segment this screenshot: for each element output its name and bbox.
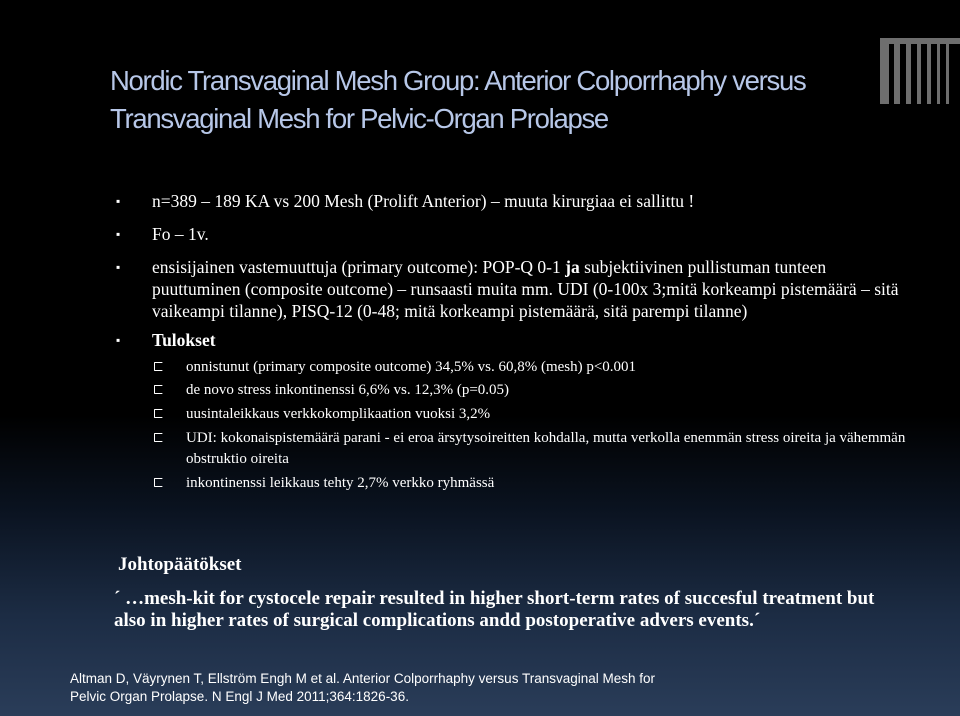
result-item [186,380,906,401]
bullet-item [116,190,912,212]
arrow-box-bullet-icon [154,478,163,487]
conclusions-text: ´ …mesh-kit for cystocele repair resulted in higher short-term rates of succesful treatment but also in higher rates of surgical complications andd postoperative advers events.´ [114,588,875,631]
slide-title: Nordic Transvaginal Mesh Group: Anterior Colporrhaphy versus Transvaginal Mesh for Pelvic-Organ Prolapse [110,65,806,134]
bullet-text: Fo – 1v. [152,224,209,244]
arrow-box-bullet-icon [154,433,163,442]
result-text: de novo stress inkontinenssi 6,6% vs. 12,3% (p=0.05) [186,382,510,398]
square-bullet-icon: ▪ [116,194,121,208]
bullet-text-pre: ensisijainen vastemuuttuja (primary outcome): POP-Q 0-1 [152,257,566,277]
bullet-text: n=389 – 189 KA vs 200 Mesh (Prolift Anterior) – muuta kirurgiaa ei sallittu ! [152,191,695,211]
result-item [186,357,906,378]
result-item [186,473,906,494]
result-text: uusintaleikkaus verkkokomplikaation vuoksi 3,2% [186,406,491,422]
bullet-item [116,223,912,245]
bullet-list [116,190,912,505]
arrow-box-bullet-icon [154,409,163,418]
arrow-box-bullet-icon [154,385,163,394]
result-text: onnistunut (primary composite outcome) 34,5% vs. 60,8% (mesh) p<0.001 [186,359,637,375]
results-list [152,357,912,494]
square-bullet-icon: ▪ [116,333,121,347]
result-text: inkontinenssi leikkaus tehty 2,7% verkko ryhmässä [186,475,495,491]
bullet-item [116,256,912,322]
results-heading: Tulokset [152,330,216,350]
conclusions-heading: Johtopäätökset [118,554,242,575]
result-text: UDI: kokonaispistemäärä parani - ei eroa ärsytysoireitten kohdalla, mutta verkolla enemmän stress oireita ja vähemmän obstruktio oireita [186,430,906,467]
bullet-text-bold: ja [565,257,580,277]
bullet-item-results [116,329,912,494]
arrow-box-bullet-icon [154,362,163,371]
result-item [186,428,906,470]
result-item [186,404,906,425]
square-bullet-icon: ▪ [116,260,121,274]
reference-citation: Altman D, Väyrynen T, Ellström Engh M et al. Anterior Colporrhaphy versus Transvaginal Mesh for Pelvic Organ Prolapse. N Engl J Med 2011;364:1826-36. [70,671,656,704]
square-bullet-icon: ▪ [116,227,121,241]
decorative-bars-icon [880,38,960,118]
bullet-text-post: subjektiivinen pullistuman tunteen puuttuminen (composite outcome) – runsaasti muita mm. UDI (0-100x 3;mitä korkeampi pistemäärä – sitä vaikeampi tilanne), PISQ-12 (0-48; mitä korkeampi pistemäärä, sitä parempi tilanne) [152,257,899,321]
